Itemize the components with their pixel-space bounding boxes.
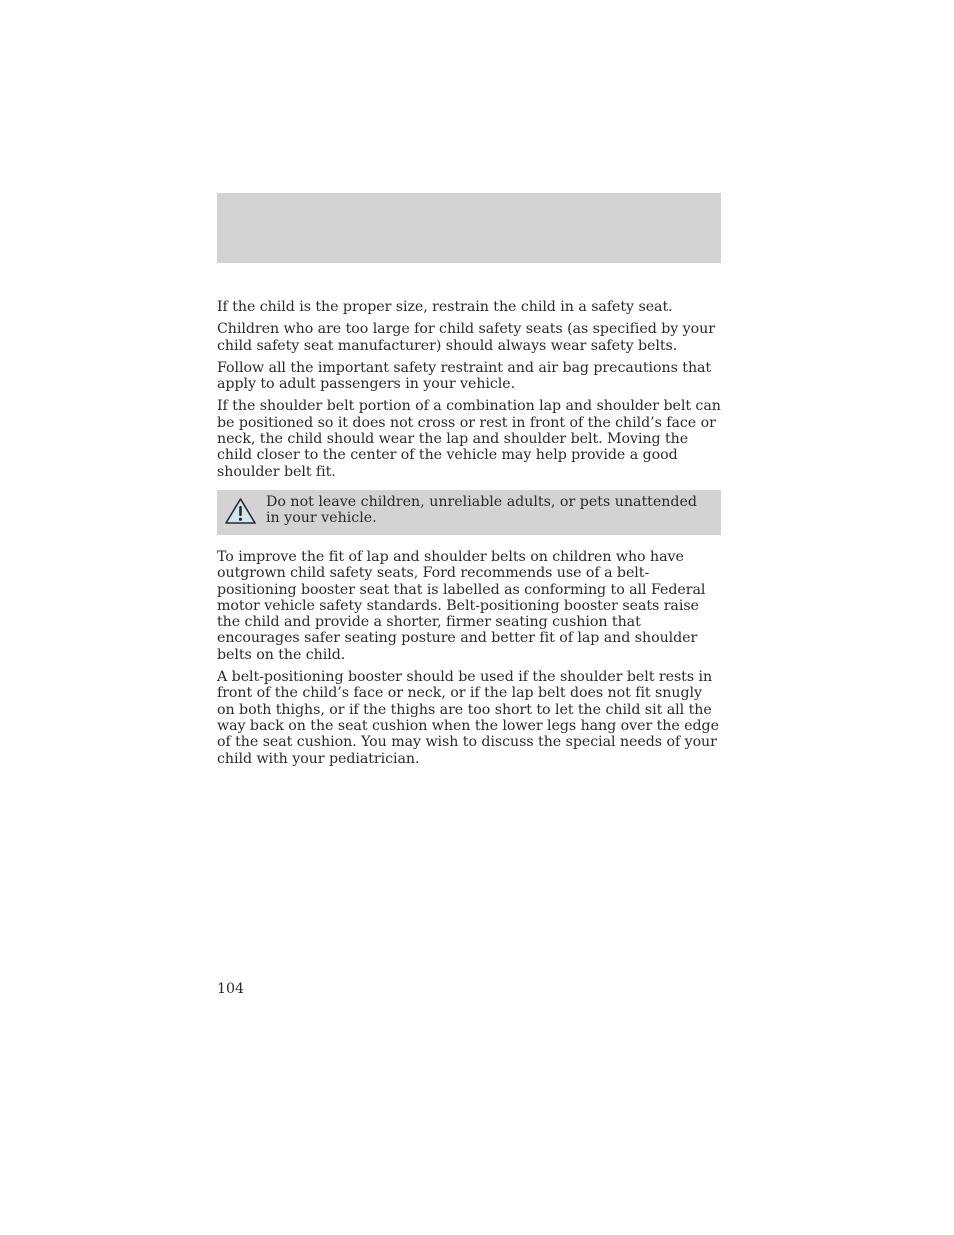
paragraph-booster-seat: To improve the fit of lap and shoulder belts on children who have outgrown child safety seats, Ford recommends use of a belt-positioning booster seat that is labelled as conforming to all Federal motor vehicle safety standards. Belt-positioning booster seats raise the child and provide a shorter, firmer seating cushion that encourages safer seating posture and better fit of lap and shoulder belts on the child. [217,548,706,663]
section-header-band [217,193,721,263]
paragraph-precautions: Follow all the important safety restraint and air bag precautions that apply to adult passengers in your vehicle. [217,359,712,393]
paragraph-shoulder-belt: If the shoulder belt portion of a combination lap and shoulder belt can be positioned so it does not cross or rest in front of the child’s face or neck, the child should wear the lap and shoulder belt. Moving the child closer to the center of the vehicle may help provide a good shoulder belt fit. [217,398,721,480]
page-number: 104 [217,981,245,997]
warning-box [217,490,721,535]
paragraph-proper-size: If the child is the proper size, restrain the child in a safety seat. [217,299,673,315]
warning-triangle-icon [224,497,257,525]
warning-text: Do not leave children, unreliable adults, or pets unattended in your vehicle. [266,493,697,527]
paragraph-booster-usage: A belt-positioning booster should be used if the shoulder belt rests in front of the child’s face or neck, or if the lap belt does not fit snugly on both thighs, or if the thighs are too short to let the child sit all the way back on the seat cushion when the lower legs hang over the edge of the seat cushion. You may wish to discuss the special needs of your child with your pediatrician. [217,669,719,767]
paragraph-too-large: Children who are too large for child safety seats (as specified by your child safety seat manufacturer) should always wear safety belts. [217,321,715,354]
page-content [217,299,721,773]
